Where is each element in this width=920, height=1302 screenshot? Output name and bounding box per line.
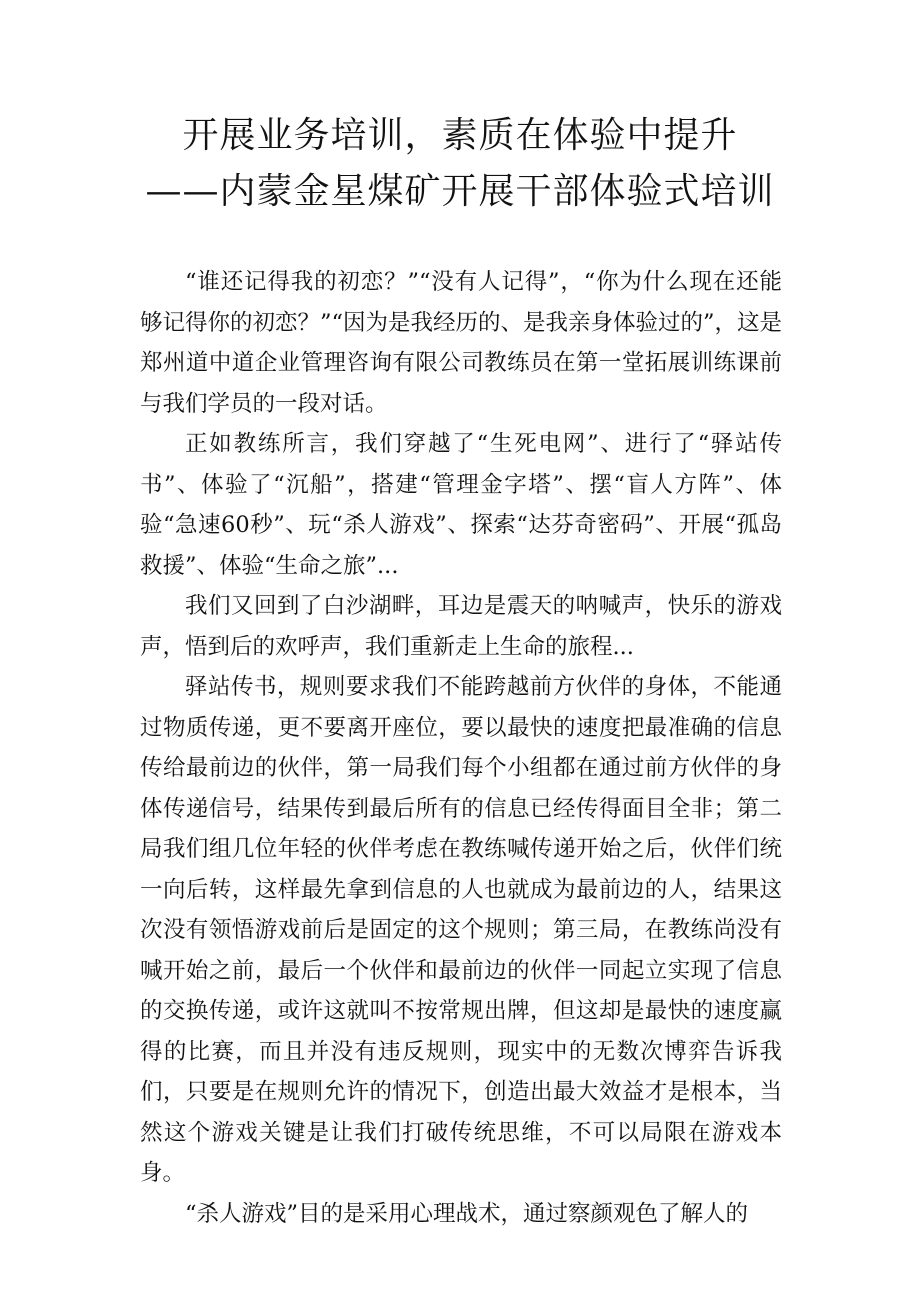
paragraph-5: “杀人游戏”目的是采用心理战术，通过察颜观色了解人的 (185, 1200, 749, 1227)
paragraph-4: 驿站传书，规则要求我们不能跨越前方伙伴的身体，不能通过物质传递，更不要离开座位，要以最快的速度把最准确的信息传给最前边的伙伴，第一局我们每个小组都在通过前方伙伴的身体传递信号，结果传到最后所有的信息已经传得面目全非；第二局我们组几位年轻的伙伴考虑在教练喊传递开始之后，伙伴们统一向后转，这样最先拿到信息的人也就成为最前边的人，结果这次没有领悟游戏前后是固定的这个规则；第三局，在教练尚没有喊开始之前，最后一个伙伴和最前边的伙伴一同起立实现了信息的交换传递，或许这就叫不按常规出牌，但这却是最快的速度赢得的比赛，而且并没有违反规则，现实中的无数次博弈告诉我们，只要是在规则允许的情况下，创造出最大效益才是根本，当然这个游戏关键是让我们打破传统思维，不可以局限在游戏本身。 (140, 674, 782, 1186)
paragraph-3: 我们又回到了白沙湖畔，耳边是震天的呐喊声，快乐的游戏声，悟到后的欢呼声，我们重新走上生命的旅程... (140, 593, 782, 660)
title-line-2: ——内蒙金星煤矿开展干部体验式培训 (145, 171, 775, 212)
paragraph-1: “谁还记得我的初恋？”“没有人记得”，“你为什么现在还能够记得你的初恋？”“因为是我经历的、是我亲身体验过的”，这是郑州道中道企业管理咨询有限公司教练员在第一堂拓展训练课前与我们学员的一段对话。 (140, 269, 783, 417)
document-title (140, 108, 780, 220)
paragraph-2: 正如教练所言，我们穿越了“生死电网”、进行了“驿站传书”、体验了“沉船”，搭建“管理金字塔”、摆“盲人方阵”、体验“急速60秒”、玩“杀人游戏”、探索“达芬奇密码”、开展“孤岛救援”、体验“生命之旅”... (140, 431, 782, 579)
title-line-1: 开展业务培训，素质在体验中提升 (182, 115, 738, 156)
document-body (140, 262, 782, 1234)
